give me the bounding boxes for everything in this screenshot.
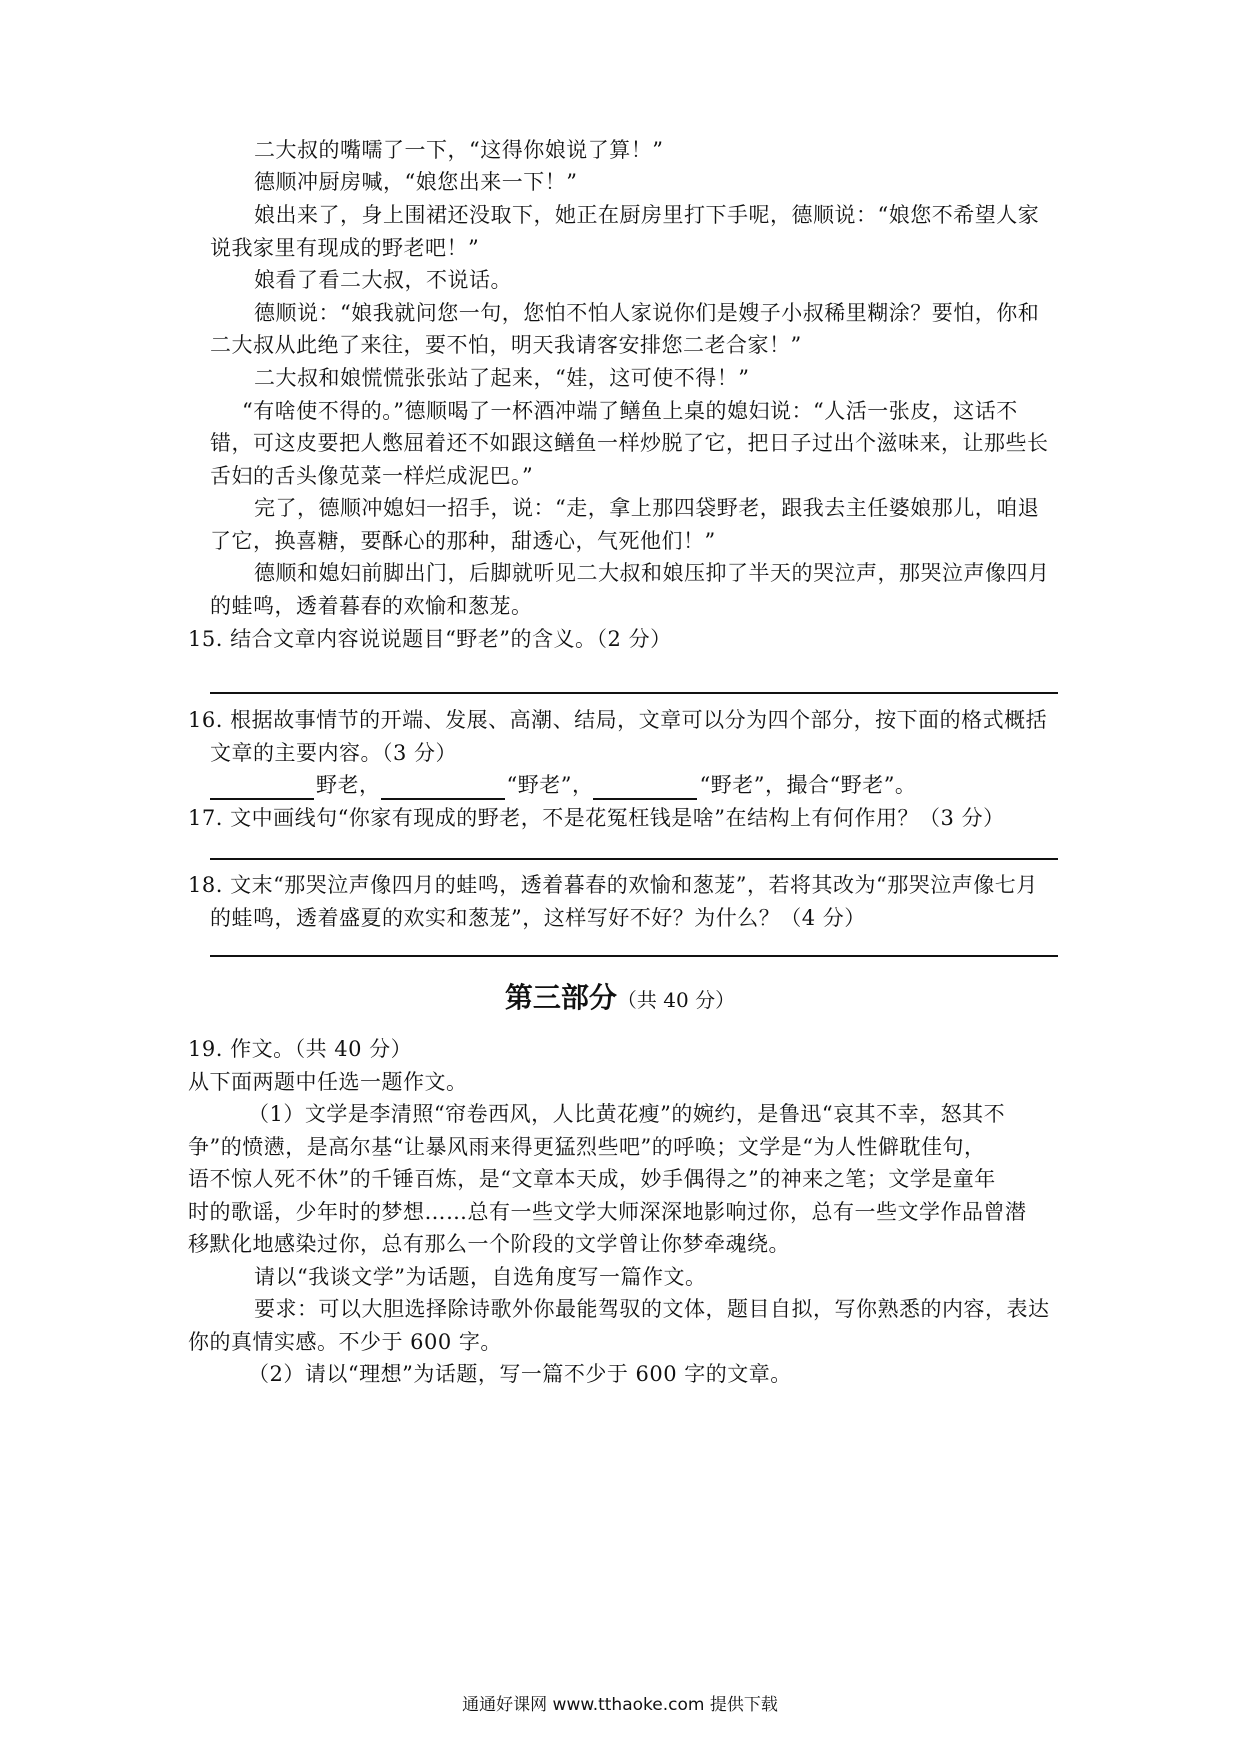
section-title-main: 第三部分 (504, 981, 617, 1014)
fill-text-1: 野老， (316, 773, 381, 797)
story-line: “有啥使不得的。”德顺喝了一杯酒冲端了鳝鱼上桌的媳妇说：“人活一张皮，这话不 (242, 399, 1018, 423)
question-19: 19. 作文。（共 40 分） (188, 1037, 413, 1061)
section-title-points: （共 40 分） (616, 988, 736, 1012)
fill-text-2: “野老”， (506, 773, 594, 797)
blank-2[interactable] (381, 776, 505, 800)
essay-line: 语不惊人死不休”的千锤百炼，是“文章本天成，妙手偶得之”的神来之笔；文学是童年 (188, 1167, 996, 1191)
story-line: 错，可这皮要把人憋屈着还不如跟这鳝鱼一样炒脱了它，把日子过出个滋味来，让那些长 (210, 431, 1049, 455)
story-line: 娘出来了，身上围裙还没取下，她正在厨房里打下手呢，德顺说：“娘您不希望人家 (254, 203, 1040, 227)
essay-intro: 从下面两题中任选一题作文。 (188, 1070, 468, 1094)
question-16-fill-row (210, 770, 916, 800)
essay-line: 要求：可以大胆选择除诗歌外你最能驾驭的文体，题目自拟，写你熟悉的内容，表达 (254, 1297, 1050, 1321)
essay-line: 你的真情实感。不少于 600 字。 (188, 1330, 502, 1354)
question-16-cont: 文章的主要内容。（3 分） (210, 741, 458, 765)
question-15: 15. 结合文章内容说说题目“野老”的含义。（2 分） (188, 627, 672, 651)
story-line: 说我家里有现成的野老吧！” (210, 236, 480, 260)
story-line: 德顺说：“娘我就问您一句，您怕不怕人家说你们是嫂子小叔稀里糊涂？要怕，你和 (254, 301, 1040, 325)
essay-line: 时的歌谣，少年时的梦想……总有一些文学大师深深地影响过你，总有一些文学作品曾潜 (188, 1200, 1027, 1224)
question-17: 17. 文中画线句“你家有现成的野老，不是花冤枉钱是啥”在结构上有何作用？（3 分） (188, 806, 1005, 830)
question-16: 16. 根据故事情节的开端、发展、高潮、结局，文章可以分为四个部分，按下面的格式概括 (188, 708, 1048, 732)
story-line: 德顺和媳妇前脚出门，后脚就听见二大叔和娘压抑了半天的哭泣声，那哭泣声像四月 (254, 561, 1050, 585)
blank-1[interactable] (210, 776, 314, 800)
story-line: 的蛙鸣，透着暮春的欢愉和葱茏。 (210, 594, 533, 618)
answer-line-17[interactable] (210, 858, 1058, 860)
story-line: 完了，德顺冲媳妇一招手，说：“走，拿上那四袋野老，跟我去主任婆娘那儿，咱退 (254, 496, 1040, 520)
answer-line-15[interactable] (210, 692, 1058, 694)
story-line: 娘看了看二大叔，不说话。 (254, 268, 512, 292)
section-title (0, 980, 1240, 1018)
story-line: 舌妇的舌头像苋菜一样烂成泥巴。” (210, 464, 534, 488)
essay-line: 争”的愤懑，是高尔基“让暴风雨来得更猛烈些吧”的呼唤；文学是“为人性僻耽佳句， (188, 1135, 986, 1159)
story-line: 二大叔从此绝了来往，要不怕，明天我请客安排您二老合家！” (210, 333, 802, 357)
essay-line: （2）请以“理想”为话题，写一篇不少于 600 字的文章。 (248, 1362, 792, 1386)
essay-line: （1）文学是李清照“帘卷西风，人比黄花瘦”的婉约，是鲁迅“哀其不幸，怒其不 (248, 1102, 1006, 1126)
fill-text-3: “野老”，撮合“野老”。 (699, 773, 917, 797)
footer-credit: 通通好课网 www.tthaoke.com 提供下载 (462, 1695, 778, 1715)
question-18-cont: 的蛙鸣，透着盛夏的欢实和葱茏”，这样写好不好？为什么？（4 分） (210, 906, 866, 930)
story-line: 二大叔和娘慌慌张张站了起来，“娃，这可使不得！” (254, 366, 750, 390)
answer-line-18[interactable] (210, 955, 1058, 957)
story-line: 德顺冲厨房喊，“娘您出来一下！” (254, 170, 578, 194)
story-line: 了它，换喜糖，要酥心的那种，甜透心，气死他们！” (210, 529, 716, 553)
blank-3[interactable] (593, 776, 697, 800)
question-18: 18. 文末“那哭泣声像四月的蛙鸣，透着暮春的欢愉和葱茏”，若将其改为“那哭泣声像七月 (188, 873, 1038, 897)
story-line: 二大叔的嘴嚅了一下，“这得你娘说了算！” (254, 138, 664, 162)
essay-line: 移默化地感染过你，总有那么一个阶段的文学曾让你梦牵魂绕。 (188, 1232, 790, 1256)
essay-line: 请以“我谈文学”为话题，自选角度写一篇作文。 (254, 1265, 707, 1289)
